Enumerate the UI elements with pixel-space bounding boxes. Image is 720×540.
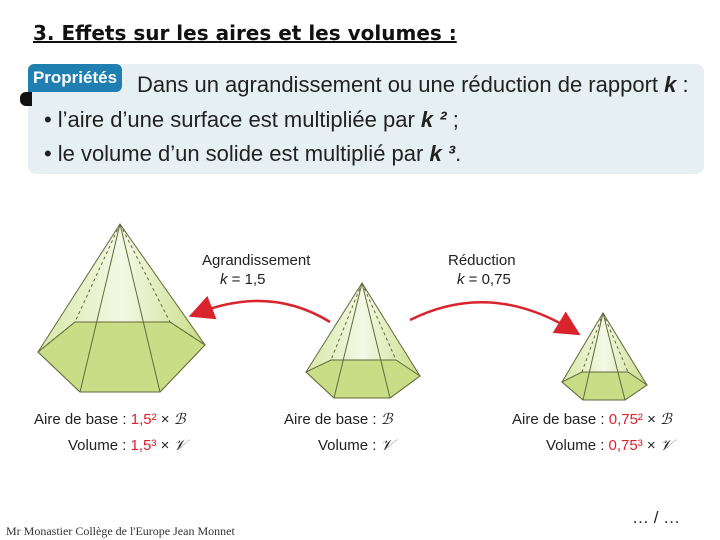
enlarge-arrow [198, 301, 330, 322]
left-base-caption [34, 410, 186, 428]
right-volume-caption [546, 436, 672, 454]
volume-text: le volume d’un solide est multiplié par [57, 141, 430, 166]
bullet: • [44, 141, 52, 166]
footer-author: Mr Monastier Collège de l'Europe Jean Monnet [6, 524, 235, 538]
middle-base-caption [284, 410, 393, 428]
reduce-label: Réduction [448, 252, 516, 269]
pyramids-diagram [0, 180, 720, 405]
reduce-k: k [457, 271, 465, 288]
base-symbol: ℬ [660, 410, 672, 428]
reduce-ratio [457, 271, 511, 288]
properties-badge: Propriétés [28, 64, 122, 92]
bullet-marker [20, 92, 32, 106]
volume-symbol: 𝒱 [173, 436, 187, 454]
base-symbol: ℬ [173, 410, 186, 428]
right-base-caption [512, 410, 672, 428]
base-factor: 0,75² [608, 411, 643, 428]
enlarge-value: = 1,5 [227, 271, 266, 288]
intro-end: : [676, 72, 689, 97]
base-factor: 1,5² [130, 411, 157, 428]
large-pyramid [38, 224, 205, 392]
ratio-symbol: k [664, 72, 677, 97]
property-area [44, 107, 459, 133]
intro-text: Dans un agrandissement ou une réduction de rapport [137, 72, 665, 97]
volume-label: Volume : [68, 437, 131, 454]
middle-pyramid [306, 283, 420, 398]
footer-continuation: … / … [632, 508, 681, 527]
section-title: 3. Effets sur les aires et les volumes : [33, 21, 457, 45]
small-pyramid [562, 313, 647, 400]
middle-volume-caption [318, 436, 393, 454]
area-power: k ² [420, 107, 447, 132]
left-volume-caption [68, 436, 186, 454]
reduce-arrow [410, 302, 572, 330]
base-label: Aire de base : [34, 411, 131, 428]
property-intro [137, 72, 689, 98]
area-end: ; [446, 107, 459, 132]
volume-end: . [455, 141, 462, 166]
mult: × [642, 411, 661, 428]
property-volume [44, 141, 461, 167]
volume-power: k ³ [429, 141, 456, 166]
area-text: l’aire d’une surface est multipliée par [57, 107, 421, 132]
base-label: Aire de base : [284, 411, 381, 428]
base-label: Aire de base : [512, 411, 609, 428]
enlarge-k: k [220, 271, 228, 288]
volume-factor: 0,75³ [608, 437, 643, 454]
volume-factor: 1,5³ [130, 437, 157, 454]
volume-symbol: 𝒱 [659, 436, 673, 454]
mult: × [156, 411, 174, 428]
volume-label: Volume : [318, 437, 381, 454]
volume-symbol: 𝒱 [380, 436, 394, 454]
volume-label: Volume : [546, 437, 609, 454]
bullet: • [44, 107, 52, 132]
mult: × [642, 437, 660, 454]
enlarge-ratio [220, 271, 265, 288]
reduce-value: = 0,75 [464, 271, 511, 288]
mult: × [156, 437, 174, 454]
enlarge-label: Agrandissement [202, 252, 311, 269]
base-symbol: ℬ [380, 410, 393, 428]
